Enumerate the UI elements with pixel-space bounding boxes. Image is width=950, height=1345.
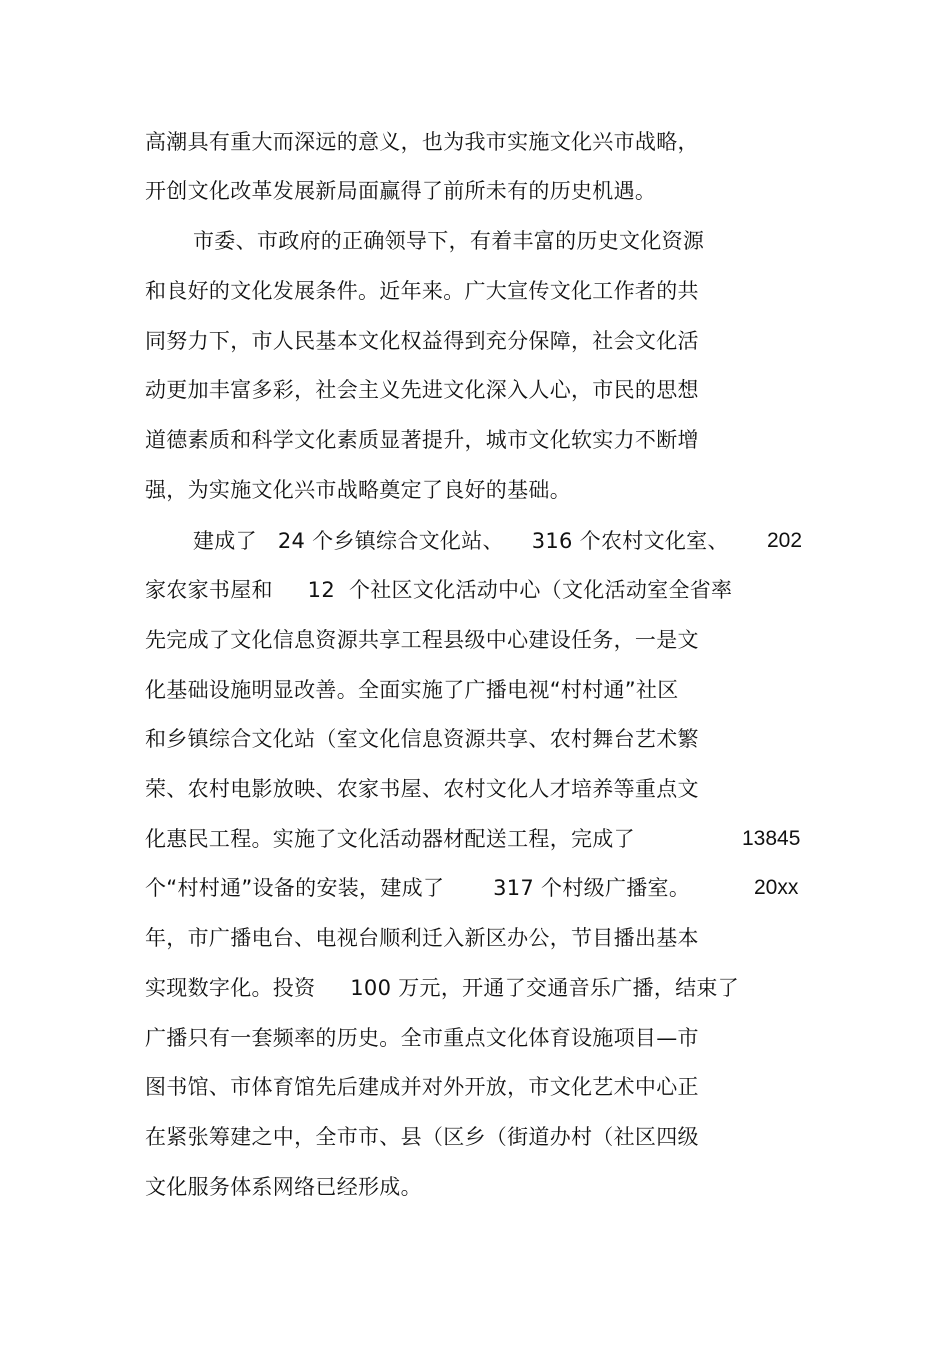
paragraph-line: 家农家书屋和 12 个社区文化活动中心（文化活动室全省率: [145, 578, 733, 602]
paragraph-line: 在紧张筹建之中，全市市、县（区乡（街道办村（社区四级: [145, 1125, 699, 1149]
paragraph-line: 和良好的文化发展条件。近年来。广大宣传文化工作者的共: [145, 279, 699, 303]
line-trailing-number: 13845: [742, 827, 801, 850]
paragraph-line: 道德素质和科学文化素质显著提升，城市文化软实力不断增: [145, 428, 699, 452]
paragraph-line: 荣、农村电影放映、农家书屋、农村文化人才培养等重点文: [145, 777, 699, 801]
paragraph-line: 和乡镇综合文化站（室文化信息资源共享、农村舞台艺术繁: [145, 727, 699, 751]
paragraph-line: 先完成了文化信息资源共享工程县级中心建设任务，一是文: [145, 628, 699, 652]
paragraph-line: 化惠民工程。实施了文化活动器材配送工程，完成了: [145, 827, 635, 851]
paragraph-line: 文化服务体系网络已经形成。: [145, 1175, 422, 1199]
paragraph-line: 开创文化改革发展新局面赢得了前所未有的历史机遇。: [145, 179, 657, 203]
paragraph-line: 强，为实施文化兴市战略奠定了良好的基础。: [145, 478, 571, 502]
paragraph-line: 图书馆、市体育馆先后建成并对外开放，市文化艺术中心正: [145, 1075, 699, 1099]
paragraph-line: 市委、市政府的正确领导下，有着丰富的历史文化资源: [193, 229, 705, 253]
paragraph-line: 动更加丰富多彩，社会主义先进文化深入人心，市民的思想: [145, 378, 699, 402]
paragraph-line: 高潮具有重大而深远的意义，也为我市实施文化兴市战略，: [145, 130, 699, 154]
paragraph-line: 年，市广播电台、电视台顺利迁入新区办公，节目播出基本: [145, 926, 699, 950]
paragraph-line: 化基础设施明显改善。全面实施了广播电视“村村通”社区: [145, 678, 679, 702]
paragraph-line: 个“村村通”设备的安装，建成了 317 个村级广播室。: [145, 876, 691, 900]
paragraph-line: 实现数字化。投资 100 万元，开通了交通音乐广播，结束了: [145, 976, 740, 1000]
line-trailing-number: 202: [767, 529, 803, 552]
paragraph-line: 同努力下，市人民基本文化权益得到充分保障，社会文化活: [145, 329, 699, 353]
paragraph-line: 建成了 24 个乡镇综合文化站、 316 个农村文化室、: [193, 529, 729, 553]
line-trailing-number: 20xx: [754, 876, 799, 899]
paragraph-line: 广播只有一套频率的历史。全市重点文化体育设施项目—市: [145, 1026, 699, 1050]
